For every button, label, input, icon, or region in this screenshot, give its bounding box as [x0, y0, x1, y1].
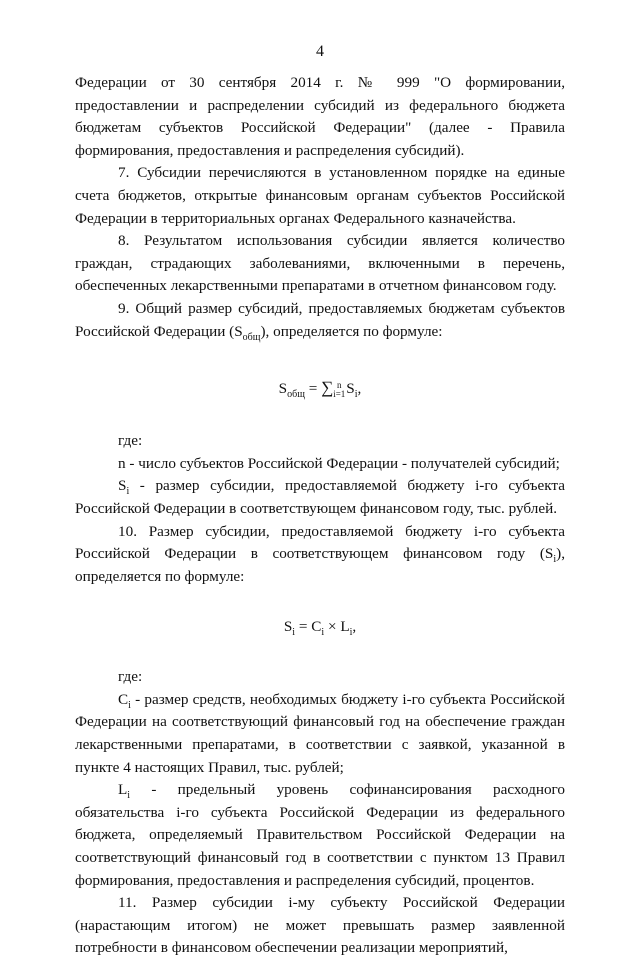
- formula-term-subscript: i: [354, 389, 358, 401]
- definition-l-symbol: L: [118, 781, 128, 799]
- definition-c-subscript: i: [128, 699, 131, 711]
- document-body: [75, 72, 565, 960]
- formula2-s: S: [283, 618, 293, 636]
- paragraph-9-subscript: общ: [242, 331, 261, 343]
- definition-s-i: [75, 475, 565, 520]
- paragraph-9-tail: ), определяется по формуле:: [260, 322, 443, 340]
- where-label-2: где:: [118, 668, 143, 686]
- definition-c-i: [75, 689, 565, 779]
- paragraph-7: 7. Субсидии перечисляются в установленном порядке на единые счета бюджетов, открытые финансовым органам субъектов Российской Федерации в территориальных органах Федерального казначейства.: [75, 164, 565, 227]
- formula2-c: C: [311, 618, 322, 636]
- paragraph-8: 8. Результатом использования субсидии является количество граждан, страдающих заболеваниями, включенными в перечень, обеспеченных лекарственными препаратами в отчетном финансовом году.: [75, 232, 565, 295]
- formula-equals: =: [304, 380, 322, 398]
- formula-lhs: S: [278, 380, 288, 398]
- sum-symbol: ∑: [321, 378, 334, 398]
- formula2-l-subscript: i: [349, 627, 353, 639]
- formula-end: ,: [357, 380, 362, 398]
- page-number: 4: [316, 43, 324, 60]
- formula-term: S: [346, 380, 355, 398]
- paragraph-11: 11. Размер субсидии i-му субъекту Российской Федерации (нарастающим итогом) не может превышать размер заявленной потребности в финансовом обеспечении реализации мероприятий,: [75, 894, 565, 957]
- formula-subsidy-i: [75, 616, 565, 638]
- paragraph-9: [75, 298, 565, 343]
- paragraph-continuation: Федерации от 30 сентября 2014 г. № 999 "О формировании, предоставлении и распределении субсидий из федерального бюджета бюджетам субъектов Российской Федерации" (далее - Правила формирования, предоставления и распределения субсидий).: [75, 74, 565, 159]
- paragraph-9-text: 9. Общий размер субсидий, предоставляемых бюджетам субъектов Российской Федерации (S: [75, 299, 565, 340]
- definition-c-text: - размер средств, необходимых бюджету i-го субъекта Российской Федерации на соответствующий финансовый год на обеспечение граждан лекарственными препаратами, в соответствии с заявкой, указанной в пункте 4 настоящих Правил, тыс. рублей;: [75, 690, 565, 776]
- definition-c-symbol: C: [118, 690, 129, 708]
- formula2-times: ×: [324, 618, 341, 636]
- paragraph-10-text: 10. Размер субсидии, предоставляемой бюджету i-го субъекта Российской Федерации в соответствующем финансовом году (S: [75, 522, 565, 563]
- formula2-c-subscript: i: [321, 627, 325, 639]
- formula2-s-subscript: i: [292, 627, 296, 639]
- definition-n: n - число субъектов Российской Федерации - получателей субсидий;: [118, 454, 560, 472]
- formula-lhs-subscript: общ: [287, 389, 305, 401]
- sum-limits: [333, 381, 345, 399]
- sum-lower-limit: i=1: [333, 388, 346, 399]
- definition-l-i: [75, 779, 565, 892]
- definition-l-subscript: i: [127, 790, 131, 802]
- paragraph-10-subscript: i: [553, 554, 557, 566]
- paragraph-10: [75, 521, 565, 589]
- paragraph-10-tail: ), определяется по формуле:: [75, 545, 565, 585]
- formula2-equals: =: [295, 618, 312, 636]
- formula-total-subsidy: [75, 377, 565, 400]
- definition-s-subscript: i: [126, 486, 130, 498]
- formula2-l: L: [340, 618, 350, 636]
- definition-s-symbol: S: [118, 477, 127, 495]
- where-label-1: где:: [118, 432, 143, 450]
- definition-s-text: - размер субсидии, предоставляемой бюджету i-го субъекта Российской Федерации в соответствующем финансовом году, тыс. рублей.: [75, 477, 565, 517]
- definition-l-text: - предельный уровень софинансирования расходного обязательства i-го субъекта Российской Федерации из федерального бюджета, определяемый Правительством Российской Федерации на соответствующий финансовый год в соответствии с пунктом 13 Правил формирования, предоставления и распределения субсидий, процентов.: [75, 781, 565, 889]
- formula2-end: ,: [352, 618, 357, 636]
- sum-upper-limit: n: [337, 379, 342, 390]
